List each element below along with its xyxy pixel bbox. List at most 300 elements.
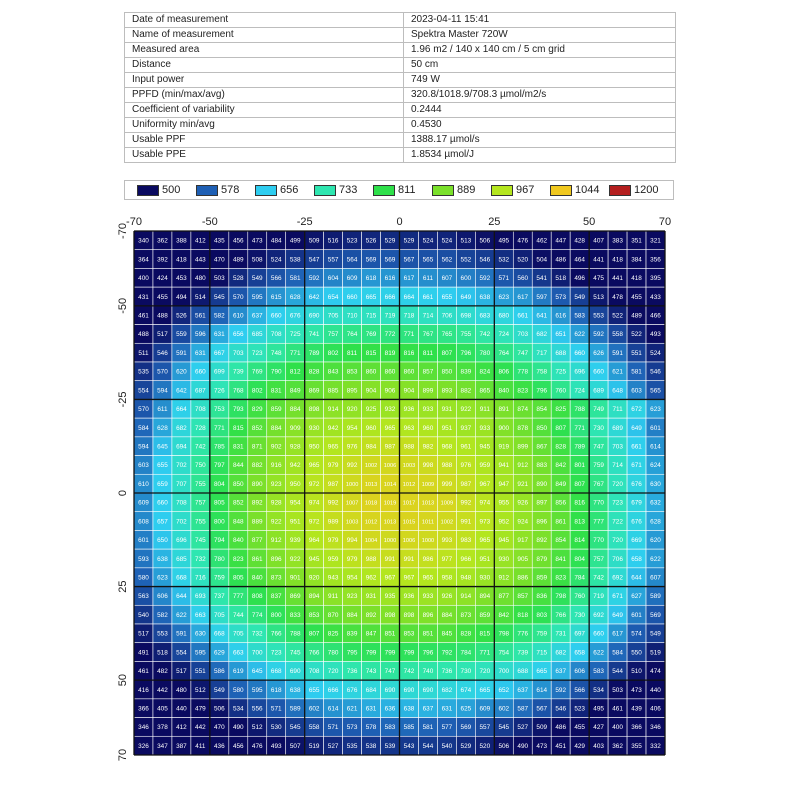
heatmap-cell-label: 976 xyxy=(346,443,358,451)
heatmap-cell-label: 959 xyxy=(479,462,491,470)
y-tick-label: 50 xyxy=(117,674,129,687)
heatmap-cell-label: 942 xyxy=(289,462,301,470)
heatmap-cell-label: 690 xyxy=(308,312,320,320)
heatmap-cell-label: 1009 xyxy=(440,500,454,507)
heatmap-cell-label: 828 xyxy=(460,630,472,638)
heatmap-cell-label: 912 xyxy=(270,537,282,545)
heatmap-cell-label: 719 xyxy=(384,312,396,320)
heatmap-cell-label: 815 xyxy=(365,349,377,357)
heatmap-cell-label: 1017 xyxy=(402,500,416,507)
heatmap-cell-label: 741 xyxy=(308,331,320,339)
heatmap-cell-label: 768 xyxy=(232,387,244,395)
heatmap-cell-label: 550 xyxy=(631,649,642,657)
heatmap-cell-label: 623 xyxy=(650,406,661,414)
heatmap-cell-label: 443 xyxy=(195,256,206,264)
heatmap-cell-label: 519 xyxy=(308,742,320,750)
heatmap-cell-label: 871 xyxy=(251,443,263,451)
heatmap-cell-label: 724 xyxy=(574,387,585,395)
heatmap-cell-label: 845 xyxy=(441,630,453,638)
heatmap-cell-label: 620 xyxy=(650,537,661,545)
heatmap-cell-label: 723 xyxy=(251,349,263,357)
heatmap-cell-label: 683 xyxy=(479,312,491,320)
heatmap-cell-label: 669 xyxy=(631,537,642,545)
heatmap-cell-label: 600 xyxy=(460,275,472,283)
heatmap-cell-label: 755 xyxy=(195,518,206,526)
heatmap-cell-label: 982 xyxy=(422,443,434,451)
heatmap-cell-label: 514 xyxy=(195,293,206,301)
heatmap-cell-label: 894 xyxy=(308,593,320,601)
heatmap-cell-label: 720 xyxy=(479,668,491,676)
heatmap-cell-label: 491 xyxy=(138,649,149,657)
heatmap-cell-label: 882 xyxy=(460,387,472,395)
heatmap-cell-label: 512 xyxy=(251,724,263,732)
heatmap-cell-label: 628 xyxy=(650,518,661,526)
heatmap-cell-label: 760 xyxy=(555,387,567,395)
legend-label: 1200 xyxy=(634,184,659,196)
heatmap-cell-label: 1014 xyxy=(383,481,397,488)
heatmap-cell-label: 853 xyxy=(403,630,415,638)
heatmap-cell-label: 440 xyxy=(650,686,661,694)
heatmap-cell-label: 435 xyxy=(214,237,225,245)
heatmap-cell-label: 602 xyxy=(308,705,320,713)
y-tick-label: 0 xyxy=(117,489,129,497)
heatmap-cell-label: 631 xyxy=(441,705,453,713)
heatmap-cell-label: 577 xyxy=(441,724,453,732)
heatmap-cell-label: 440 xyxy=(176,705,187,713)
heatmap-cell-label: 570 xyxy=(157,368,168,376)
heatmap-cell-label: 742 xyxy=(479,331,491,339)
heatmap-cell-label: 507 xyxy=(289,742,301,750)
heatmap-cell-label: 637 xyxy=(555,668,567,676)
heatmap-cell-label: 569 xyxy=(460,724,472,732)
heatmap-cell-label: 602 xyxy=(498,705,510,713)
heatmap-cell-label: 992 xyxy=(346,462,358,470)
heatmap-cell-label: 700 xyxy=(498,668,510,676)
heatmap-cell-label: 859 xyxy=(479,611,491,619)
heatmap-cell-label: 607 xyxy=(441,275,453,283)
heatmap-cell-label: 621 xyxy=(346,705,358,713)
heatmap-cell-label: 771 xyxy=(403,331,415,339)
heatmap-cell-label: 843 xyxy=(327,368,339,376)
heatmap-cell-label: 807 xyxy=(308,630,320,638)
heatmap-cell-label: 406 xyxy=(650,705,661,713)
heatmap-cell-label: 650 xyxy=(157,537,168,545)
info-value: 749 W xyxy=(404,73,676,88)
heatmap-cell-label: 967 xyxy=(479,480,491,488)
heatmap-cell-label: 383 xyxy=(612,237,623,245)
heatmap-cell-label: 645 xyxy=(157,443,168,451)
heatmap-cell-label: 986 xyxy=(422,555,434,563)
heatmap-cell-label: 890 xyxy=(251,480,263,488)
heatmap-cell-label: 754 xyxy=(498,649,510,657)
heatmap-cell-label: 814 xyxy=(574,537,585,545)
heatmap-cell-label: 395 xyxy=(650,275,661,283)
heatmap-cell-label: 896 xyxy=(422,611,434,619)
heatmap-cell-label: 861 xyxy=(555,518,567,526)
heatmap-cell-label: 626 xyxy=(593,349,604,357)
heatmap-cell-label: 730 xyxy=(460,668,472,676)
heatmap-cell-label: 895 xyxy=(346,387,358,395)
heatmap-cell-label: 720 xyxy=(327,668,339,676)
heatmap-cell-label: 1006 xyxy=(383,463,397,470)
heatmap-cell-label: 562 xyxy=(441,256,453,264)
heatmap-cell-label: 427 xyxy=(593,724,604,732)
heatmap-cell-label: 983 xyxy=(460,537,472,545)
heatmap-cell-label: 692 xyxy=(593,611,604,619)
x-tick-label: -50 xyxy=(201,216,218,228)
heatmap-cell-label: 852 xyxy=(232,499,244,507)
y-tick-label: -50 xyxy=(117,297,129,314)
heatmap-cell-label: 582 xyxy=(157,611,168,619)
heatmap-cell-label: 663 xyxy=(195,611,206,619)
heatmap-cell-label: 583 xyxy=(574,312,585,320)
heatmap-cell-label: 911 xyxy=(479,406,490,414)
heatmap-cell-label: 935 xyxy=(384,593,396,601)
heatmap-cell-label: 549 xyxy=(214,686,225,694)
heatmap-cell-label: 963 xyxy=(403,424,415,432)
heatmap-cell-label: 660 xyxy=(346,293,358,301)
heatmap-cell-label: 960 xyxy=(365,424,377,432)
heatmap-cell-label: 587 xyxy=(517,705,529,713)
legend-label: 889 xyxy=(457,184,476,196)
heatmap-cell-label: 561 xyxy=(195,312,206,320)
heatmap-cell-label: 966 xyxy=(460,555,472,563)
heatmap-cell-label: 998 xyxy=(422,462,434,470)
heatmap-cell-label: 490 xyxy=(232,724,244,732)
heatmap-cell-label: 771 xyxy=(574,424,585,432)
heatmap-cell-label: 923 xyxy=(346,593,358,601)
heatmap-cell-label: 857 xyxy=(517,593,529,601)
heatmap-cell-label: 1002 xyxy=(440,519,454,526)
heatmap-cell-label: 899 xyxy=(517,443,529,451)
heatmap-cell-label: 584 xyxy=(138,424,149,432)
heatmap-cell-label: 488 xyxy=(138,331,149,339)
heatmap-cell-label: 661 xyxy=(422,293,434,301)
heatmap-cell-label: 332 xyxy=(650,742,661,750)
heatmap-cell-label: 717 xyxy=(536,349,548,357)
heatmap-cell-label: 496 xyxy=(574,275,585,283)
heatmap-cell-label: 573 xyxy=(346,724,358,732)
heatmap-cell-label: 1000 xyxy=(421,538,435,545)
heatmap-cell-label: 988 xyxy=(365,555,377,563)
heatmap-cell-label: 447 xyxy=(555,237,567,245)
heatmap-cell-label: 524 xyxy=(270,256,282,264)
heatmap-cell-label: 860 xyxy=(384,368,396,376)
heatmap-cell-label: 569 xyxy=(384,256,396,264)
heatmap-cell-label: 884 xyxy=(270,424,282,432)
heatmap-cell-label: 951 xyxy=(289,518,301,526)
heatmap-cell-label: 416 xyxy=(138,686,149,694)
heatmap-cell-label: 958 xyxy=(441,574,453,582)
heatmap-cell-label: 560 xyxy=(517,275,529,283)
heatmap-cell-label: 1002 xyxy=(364,463,378,470)
heatmap-cell-label: 815 xyxy=(232,424,244,432)
heatmap-cell-label: 999 xyxy=(441,480,453,488)
heatmap-cell-label: 853 xyxy=(308,611,320,619)
heatmap-cell-label: 700 xyxy=(251,649,263,657)
heatmap-cell-label: 965 xyxy=(308,462,320,470)
heatmap-cell-label: 755 xyxy=(460,331,472,339)
heatmap-cell-label: 807 xyxy=(555,424,567,432)
heatmap-cell-label: 558 xyxy=(308,724,320,732)
heatmap-cell-label: 945 xyxy=(308,555,320,563)
heatmap-cell-label: 412 xyxy=(195,237,206,245)
heatmap-cell-label: 967 xyxy=(403,574,415,582)
heatmap-cell-label: 851 xyxy=(384,630,396,638)
heatmap-cell-label: 884 xyxy=(289,406,301,414)
heatmap-cell-label: 480 xyxy=(176,686,187,694)
heatmap-cell-label: 1013 xyxy=(421,500,435,507)
heatmap-cell-label: 475 xyxy=(593,275,604,283)
heatmap-cell-label: 840 xyxy=(232,537,244,545)
heatmap-cell-label: 616 xyxy=(384,275,396,283)
heatmap-cell-label: 594 xyxy=(138,443,149,451)
heatmap-cell-label: 638 xyxy=(289,686,301,694)
heatmap-cell-label: 703 xyxy=(232,349,244,357)
heatmap-cell-label: 682 xyxy=(176,424,187,432)
heatmap-cell-label: 527 xyxy=(517,724,529,732)
heatmap-cell-label: 870 xyxy=(327,611,339,619)
heatmap-cell-label: 535 xyxy=(346,742,358,750)
heatmap-cell-label: 592 xyxy=(479,275,491,283)
heatmap-cell-label: 682 xyxy=(555,649,567,657)
heatmap-cell-label: 355 xyxy=(631,742,642,750)
heatmap-cell-label: 682 xyxy=(441,686,453,694)
heatmap-cell-label: 819 xyxy=(384,349,396,357)
heatmap-cell-label: 479 xyxy=(195,705,206,713)
heatmap-cell-label: 418 xyxy=(176,256,187,264)
heatmap-cell-label: 732 xyxy=(195,555,206,563)
heatmap-cell-label: 699 xyxy=(214,368,225,376)
heatmap-cell-label: 601 xyxy=(138,537,149,545)
info-value: 1388.17 µmol/s xyxy=(404,133,676,148)
heatmap-cell-label: 1006 xyxy=(402,538,416,545)
heatmap-cell-label: 955 xyxy=(498,499,510,507)
heatmap-cell-label: 740 xyxy=(422,668,434,676)
heatmap-cell-label: 745 xyxy=(289,649,301,657)
heatmap-cell-label: 661 xyxy=(631,443,642,451)
heatmap-cell-label: 804 xyxy=(574,555,585,563)
heatmap-cell-label: 547 xyxy=(308,256,320,264)
legend-label: 578 xyxy=(221,184,240,196)
heatmap-cell-label: 685 xyxy=(251,331,263,339)
heatmap-cell-label: 611 xyxy=(422,275,434,283)
heatmap-cell-label: 610 xyxy=(232,312,244,320)
heatmap-cell-label: 503 xyxy=(214,275,225,283)
heatmap-cell-label: 538 xyxy=(289,256,301,264)
heatmap-cell-label: 739 xyxy=(517,649,529,657)
heatmap-cell-label: 1003 xyxy=(402,463,416,470)
heatmap-cell-label: 836 xyxy=(536,593,548,601)
heatmap-cell-label: 850 xyxy=(232,480,244,488)
heatmap-cell-label: 904 xyxy=(365,387,377,395)
heatmap-cell-label: 557 xyxy=(479,724,491,732)
heatmap-cell-label: 551 xyxy=(195,668,206,676)
heatmap-cell-label: 909 xyxy=(289,424,301,432)
heatmap-cell-label: 914 xyxy=(327,406,339,414)
heatmap-cell-label: 559 xyxy=(176,331,187,339)
heatmap-cell-label: 795 xyxy=(346,649,358,657)
heatmap-cell-label: 724 xyxy=(498,331,510,339)
heatmap-cell-label: 1000 xyxy=(383,538,397,545)
info-value: 0.4530 xyxy=(404,118,676,133)
heatmap-cell-label: 687 xyxy=(195,387,206,395)
heatmap-cell-label: 798 xyxy=(555,593,567,601)
heatmap-cell-label: 645 xyxy=(251,668,263,676)
heatmap-cell-label: 624 xyxy=(650,462,661,470)
heatmap-cell-label: 850 xyxy=(441,368,453,376)
heatmap-cell-label: 965 xyxy=(479,537,491,545)
heatmap-cell-label: 731 xyxy=(555,630,567,638)
heatmap-cell-label: 926 xyxy=(517,499,529,507)
heatmap-cell-label: 597 xyxy=(536,293,548,301)
heatmap-cell-label: 885 xyxy=(327,387,339,395)
heatmap-cell-label: 676 xyxy=(631,480,642,488)
heatmap-cell-label: 1007 xyxy=(345,500,359,507)
heatmap-cell-label: 679 xyxy=(631,499,642,507)
heatmap-cell-label: 973 xyxy=(479,518,491,526)
heatmap-cell-label: 489 xyxy=(631,312,642,320)
heatmap-cell-label: 442 xyxy=(195,724,206,732)
heatmap-cell-label: 924 xyxy=(517,518,529,526)
heatmap-cell-label: 720 xyxy=(612,537,623,545)
heatmap-cell-label: 637 xyxy=(422,705,434,713)
heatmap-cell-label: 760 xyxy=(574,593,585,601)
heatmap-cell-label: 749 xyxy=(593,406,604,414)
heatmap-cell-label: 947 xyxy=(498,480,510,488)
heatmap-cell-label: 865 xyxy=(479,387,491,395)
heatmap-cell-label: 748 xyxy=(270,349,282,357)
heatmap-cell-label: 638 xyxy=(157,555,168,563)
heatmap-cell-label: 667 xyxy=(214,349,225,357)
heatmap-cell-label: 642 xyxy=(308,293,320,301)
heatmap-cell-label: 569 xyxy=(650,611,661,619)
heatmap-cell-label: 580 xyxy=(138,574,149,582)
heatmap-cell-label: 716 xyxy=(195,574,206,582)
heatmap-cell-label: 564 xyxy=(346,256,358,264)
heatmap-cell-label: 456 xyxy=(232,237,244,245)
x-tick-label: 0 xyxy=(396,216,403,228)
heatmap-cell-label: 660 xyxy=(195,368,206,376)
heatmap-cell-label: 850 xyxy=(536,424,548,432)
heatmap-cell-label: 461 xyxy=(138,312,149,320)
heatmap-cell-label: 655 xyxy=(308,686,320,694)
heatmap-cell-label: 473 xyxy=(631,686,642,694)
heatmap-cell-label: 688 xyxy=(555,349,567,357)
heatmap-cell-label: 455 xyxy=(157,293,168,301)
heatmap-cell-label: 511 xyxy=(138,349,149,357)
info-value: 320.8/1018.9/708.3 µmol/m2/s xyxy=(404,88,676,103)
heatmap-cell-label: 736 xyxy=(346,668,358,676)
heatmap-cell-label: 928 xyxy=(289,443,301,451)
heatmap-cell-label: 546 xyxy=(157,349,168,357)
heatmap-cell-label: 554 xyxy=(138,387,149,395)
heatmap-cell-label: 884 xyxy=(441,611,453,619)
heatmap-cell-label: 950 xyxy=(289,480,301,488)
heatmap-cell-label: 844 xyxy=(232,462,244,470)
heatmap-cell-label: 545 xyxy=(498,724,510,732)
heatmap-cell-label: 658 xyxy=(631,555,642,563)
heatmap-cell-label: 668 xyxy=(214,630,225,638)
heatmap-cell-label: 663 xyxy=(232,649,244,657)
heatmap-cell-label: 987 xyxy=(460,480,472,488)
heatmap-cell-label: 517 xyxy=(157,331,168,339)
heatmap-cell-label: 566 xyxy=(574,686,585,694)
heatmap-cell-label: 527 xyxy=(327,742,339,750)
heatmap-cell-label: 718 xyxy=(403,312,415,320)
heatmap-cell-label: 540 xyxy=(138,611,149,619)
heatmap-cell-label: 660 xyxy=(270,312,282,320)
heatmap-cell-label: 715 xyxy=(536,649,548,657)
heatmap-cell-label: 714 xyxy=(422,312,434,320)
heatmap-cell-label: 509 xyxy=(308,237,320,245)
heatmap-cell-label: 545 xyxy=(214,293,225,301)
heatmap-cell-label: 742 xyxy=(593,574,604,582)
heatmap-cell-label: 697 xyxy=(574,630,585,638)
heatmap-cell-label: 905 xyxy=(517,555,529,563)
heatmap-cell-label: 992 xyxy=(460,499,472,507)
heatmap-cell-label: 664 xyxy=(176,406,187,414)
heatmap-cell-label: 523 xyxy=(574,705,585,713)
heatmap-cell-label: 523 xyxy=(346,237,358,245)
heatmap-cell-label: 757 xyxy=(195,499,206,507)
heatmap-cell-label: 672 xyxy=(631,406,642,414)
heatmap-cell-label: 873 xyxy=(460,611,472,619)
heatmap-cell-label: 807 xyxy=(574,480,585,488)
heatmap-cell-label: 923 xyxy=(270,480,282,488)
heatmap-cell-label: 589 xyxy=(650,593,661,601)
heatmap-cell-label: 818 xyxy=(517,611,529,619)
heatmap-cell-label: 362 xyxy=(612,742,623,750)
heatmap-cell-label: 878 xyxy=(517,424,529,432)
heatmap-cell-label: 544 xyxy=(612,668,623,676)
heatmap-cell-label: 384 xyxy=(631,256,642,264)
heatmap-cell-label: 954 xyxy=(289,499,301,507)
heatmap-cell-label: 988 xyxy=(403,443,415,451)
heatmap-cell-label: 711 xyxy=(612,406,623,414)
heatmap-cell-label: 853 xyxy=(346,368,358,376)
heatmap-cell-label: 823 xyxy=(232,555,244,563)
heatmap-cell-label: 614 xyxy=(327,705,339,713)
info-label: Input power xyxy=(125,73,404,88)
heatmap-cell-label: 816 xyxy=(574,499,585,507)
heatmap-cell-label: 979 xyxy=(327,537,339,545)
heatmap-cell-label: 356 xyxy=(650,256,661,264)
heatmap-cell-label: 628 xyxy=(157,424,168,432)
heatmap-cell-label: 886 xyxy=(517,574,529,582)
heatmap-cell-label: 617 xyxy=(612,630,623,638)
heatmap-cell-label: 703 xyxy=(612,443,623,451)
heatmap-cell-label: 696 xyxy=(176,537,187,545)
heatmap-cell-label: 933 xyxy=(479,424,491,432)
heatmap-cell-label: 757 xyxy=(327,331,339,339)
heatmap-cell-label: 921 xyxy=(517,480,529,488)
heatmap-cell-label: 622 xyxy=(574,331,585,339)
heatmap-cell-label: 728 xyxy=(195,424,206,432)
legend-label: 733 xyxy=(339,184,358,196)
heatmap-cell-label: 571 xyxy=(327,724,339,732)
heatmap-cell-label: 893 xyxy=(441,387,453,395)
heatmap-cell-label: 403 xyxy=(593,742,604,750)
heatmap-cell-label: 584 xyxy=(612,649,623,657)
heatmap-cell-label: 722 xyxy=(612,518,623,526)
heatmap-cell-label: 744 xyxy=(232,611,244,619)
heatmap-cell-label: 474 xyxy=(650,668,661,676)
heatmap-cell-label: 742 xyxy=(195,443,206,451)
heatmap-cell-label: 631 xyxy=(365,705,377,713)
heatmap-cell-label: 526 xyxy=(176,312,187,320)
heatmap-cell-label: 660 xyxy=(157,499,168,507)
